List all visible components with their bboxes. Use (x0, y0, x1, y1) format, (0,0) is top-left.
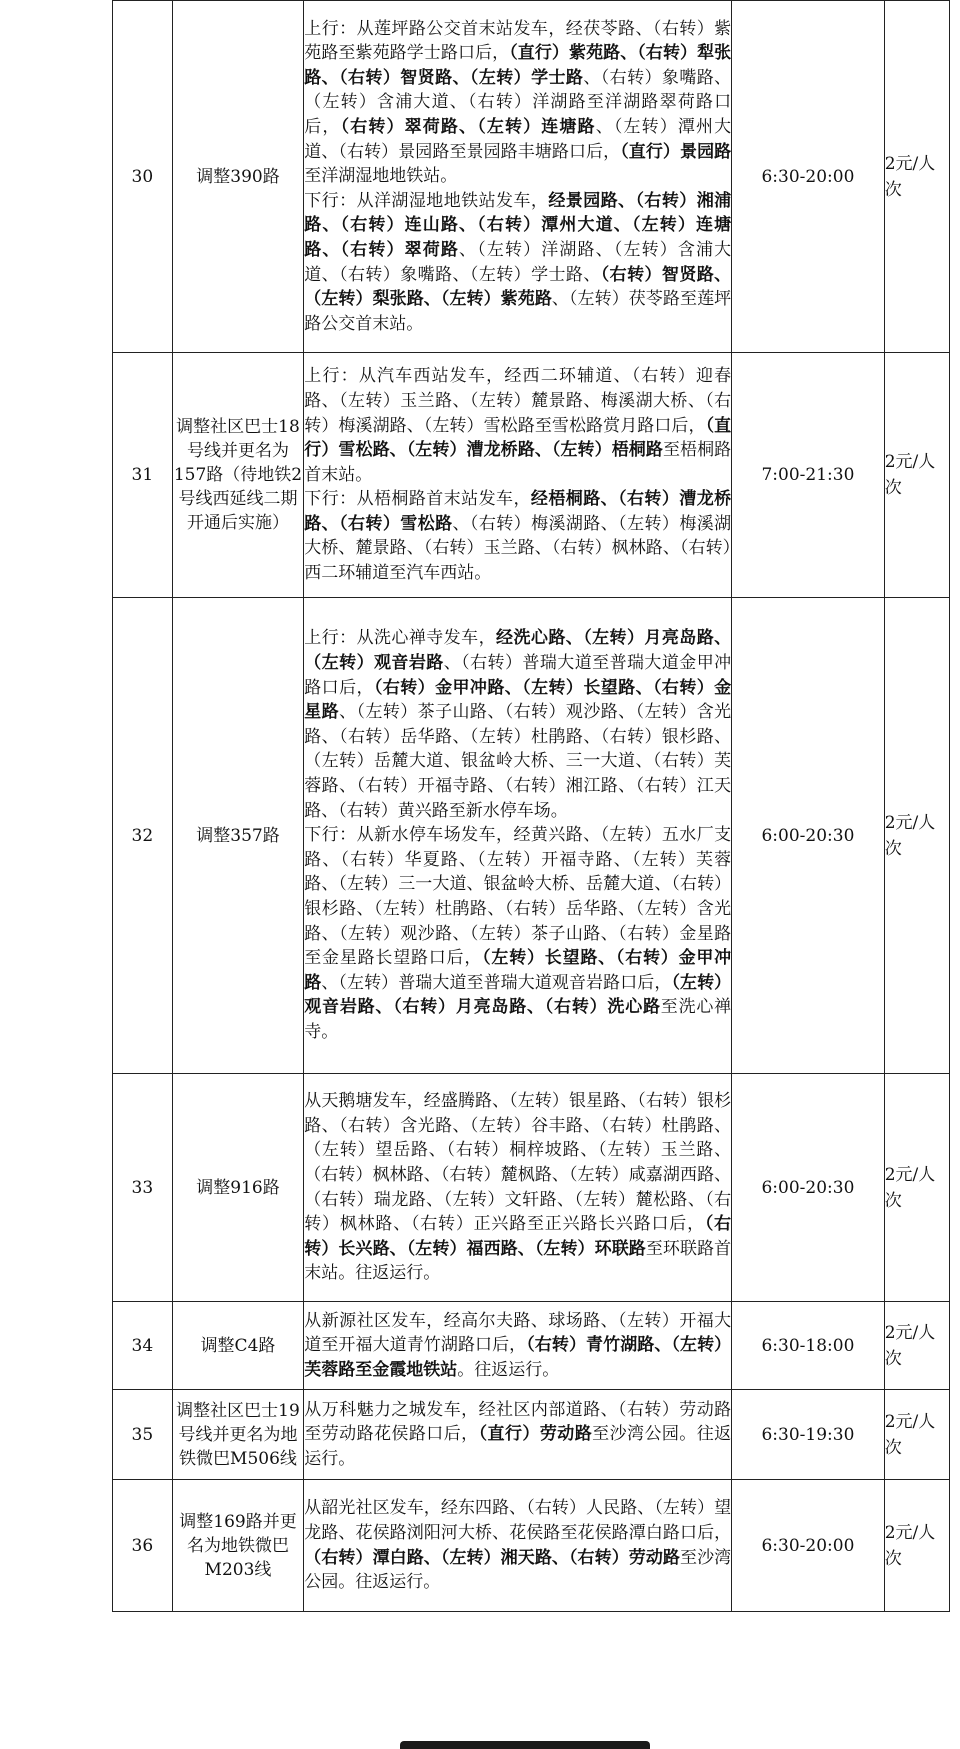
route-description-cell (304, 1480, 732, 1612)
route-number-cell: 30 (113, 1, 173, 353)
route-segment: 下行：从梧桐路首末站发车， (304, 489, 531, 510)
bus-route-adjustment-table (112, 0, 950, 1612)
route-segment: 从韶光社区发车，经东四路、（右转）人民路、（左转）望龙路、花侯路浏阳河大桥、花侯路至花侯路潭白路口后， (304, 1498, 732, 1543)
operating-hours-cell: 6:30-19:30 (732, 1390, 885, 1480)
table-row (113, 598, 950, 1074)
route-segment-bold: （直行）雪松路、（左转）漕龙桥路、（左转）梧桐路 (304, 415, 732, 461)
route-segment: 至梧桐路首末站。 (304, 440, 732, 485)
route-segment: 。往返运行。 (457, 1359, 560, 1380)
operating-hours-cell: 6:30-18:00 (732, 1302, 885, 1390)
route-segment: 至沙湾公园。往返运行。 (304, 1547, 732, 1593)
route-segment: 、（左转）茯苓路至莲坪路公交首末站。 (304, 289, 732, 334)
route-segment-bold: （左转）长望路、（右转）金甲冲路 (304, 948, 732, 993)
fare-cell: 2元/人次 (884, 1074, 949, 1302)
table-row (113, 1480, 950, 1612)
route-segment: 从天鹅塘发车，经盛腾路、（左转）银星路、（右转）银杉路、（右转）含光路、（左转）谷丰路、（右转）杜鹃路、（左转）望岳路、（右转）桐梓坡路、（左转）玉兰路、（右转）枫林路、（右转）麓枫路、（左转）咸嘉湖西路、（右转）瑞龙路、（左转）文轩路、（左转）麓松路、（右转）枫林路、（右转）正兴路至正兴路长兴路口后， (304, 1091, 732, 1235)
adjustment-name-cell: 调整916路 (172, 1074, 304, 1302)
table-row (113, 1074, 950, 1302)
route-segment: 至洗心禅寺。 (304, 997, 732, 1042)
table-row (113, 1390, 950, 1480)
route-segment-bold: （右转）青竹湖路、（左转）芙蓉路至金霞地铁站 (304, 1335, 732, 1380)
route-segment-bold: （右转）金甲冲路、（左转）长望路、（右转）金星路 (304, 677, 732, 723)
operating-hours-cell: 6:00-20:30 (732, 598, 885, 1074)
operating-hours-cell: 6:00-20:30 (732, 1074, 885, 1302)
route-segment-bold: （直行）劳动路 (478, 1424, 593, 1445)
route-description-cell (304, 1390, 732, 1480)
route-segment: 、（左转）洋湖路、（左转）含浦大道、（右转）象嘴路、（左转）学士路、 (304, 239, 732, 285)
route-segment-bold: （右转）长兴路、（左转）福西路、（左转）环联路 (304, 1214, 732, 1259)
route-segment-bold: 经梧桐路、（右转）漕龙桥路、（右转）雪松路 (304, 489, 732, 534)
route-segment: 下行：从新水停车场发车，经黄兴路、（左转）五水厂支路、（右转）华夏路、（左转）开福寺路、（左转）芙蓉路、（左转）三一大道、银盆岭大桥、岳麓大道、（右转）银杉路、（左转）杜鹃路、（右转）岳华路、（左转）含光路、（左转）观沙路、（左转）茶子山路、（右转）金星路至金星路长望路口后， (304, 825, 732, 969)
fare-cell: 2元/人次 (884, 1390, 949, 1480)
table-row (113, 353, 950, 598)
route-number-cell: 34 (113, 1302, 173, 1390)
adjustment-name-cell: 调整社区巴士19号线并更名为地铁微巴M506线 (172, 1390, 304, 1480)
route-segment: 、（右转）象嘴路、（左转）含浦大道、（右转）洋湖路至洋湖路翠荷路口后， (304, 67, 732, 138)
route-segment: 上行：从洗心禅寺发车， (304, 628, 497, 649)
fare-cell: 2元/人次 (884, 598, 949, 1074)
route-segment-bold: （直行）景园路 (620, 141, 732, 162)
route-segment-bold: （右转）潭白路、（左转）湘天路、（右转）劳动路 (304, 1547, 681, 1568)
adjustment-name-cell: 调整C4路 (172, 1302, 304, 1390)
adjustment-name-cell: 调整社区巴士18号线并更名为157路（待地铁2号线西延线二期开通后实施） (172, 353, 304, 598)
route-segment: 从新源社区发车，经高尔夫路、球场路、（左转）开福大道至开福大道青竹湖路口后， (304, 1310, 732, 1356)
fare-cell: 2元/人次 (884, 1302, 949, 1390)
fare-cell: 2元/人次 (884, 1, 949, 353)
route-number-cell: 33 (113, 1074, 173, 1302)
fare-cell: 2元/人次 (884, 1480, 949, 1612)
route-segment: 、（左转）潭州大道、（右转）景园路至景园路丰塘路口后， (304, 117, 732, 162)
route-segment-bold: 经洗心路、（左转）月亮岛路、（左转）观音岩路 (304, 628, 732, 674)
route-segment-bold: （右转）翠荷路、（左转）连塘路 (340, 117, 596, 138)
route-number-cell: 31 (113, 353, 173, 598)
route-segment-bold: 经景园路、（右转）湘浦路、（右转）连山路、（右转）潭州大道、（左转）连塘路、（右转）翠荷路 (304, 190, 732, 260)
table-row (113, 1, 950, 353)
route-segment: 下行：从洋湖湿地地铁站发车， (304, 190, 549, 211)
operating-hours-cell: 7:00-21:30 (732, 353, 885, 598)
route-segment: 、（右转）普瑞大道至普瑞大道金甲冲路口后， (304, 653, 732, 698)
route-number-cell: 32 (113, 598, 173, 1074)
adjustment-name-cell: 调整169路并更名为地铁微巴M203线 (172, 1480, 304, 1612)
route-description-cell (304, 1302, 732, 1390)
adjustment-name-cell: 调整390路 (172, 1, 304, 353)
route-segment-bold: （右转）智贤路、（左转）梨张路、（左转）紫苑路 (304, 264, 732, 310)
fare-cell: 2元/人次 (884, 353, 949, 598)
route-segment: 、（右转）梅溪湖路、（左转）梅溪湖大桥、麓景路、（右转）玉兰路、（右转）枫林路、（右转）西二环辅道至汽车西站。 (304, 513, 732, 584)
route-segment: 上行：从汽车西站发车，经西二环辅道、（右转）迎春路、（左转）玉兰路、（左转）麓景路、梅溪湖大桥、（右转）梅溪湖路、（左转）雪松路至雪松路赏月路口后， (304, 366, 732, 436)
route-segment-bold: （左转）观音岩路、（右转）月亮岛路、（右转）洗心路 (304, 972, 732, 1018)
operating-hours-cell: 6:30-20:00 (732, 1, 885, 353)
table-row (113, 1302, 950, 1390)
route-description-cell (304, 1074, 732, 1302)
home-indicator-bar[interactable] (400, 1741, 650, 1749)
route-segment: 从万科魅力之城发车，经社区内部道路、（右转）劳动路至劳动路花侯路口后， (304, 1399, 732, 1445)
route-description-cell (304, 598, 732, 1074)
route-segment: 上行：从莲坪路公交首末站发车，经茯苓路、（右转）紫苑路至紫苑路学士路口后， (304, 18, 732, 64)
route-segment-bold: （直行）紫苑路、（右转）犁张路、（右转）智贤路、（左转）学士路 (304, 43, 732, 88)
route-segment: 、（左转）普瑞大道至普瑞大道观音岩路口后， (321, 972, 672, 993)
route-segment: 至沙湾公园。往返运行。 (304, 1424, 732, 1469)
table-body (113, 1, 950, 1612)
route-number-cell: 36 (113, 1480, 173, 1612)
route-description-cell (304, 353, 732, 598)
route-segment: 至洋湖湿地地铁站。 (304, 166, 458, 187)
route-description-cell (304, 1, 732, 353)
route-number-cell: 35 (113, 1390, 173, 1480)
route-segment: 、（左转）茶子山路、（右转）观沙路、（左转）含光路、（右转）岳华路、（左转）杜鹃路、（右转）银杉路、（左转）岳麓大道、银盆岭大桥、三一大道、（右转）芙蓉路、（右转）开福寺路、（右转）湘江路、（右转）江天路、（右转）黄兴路至新水停车场。 (304, 702, 732, 821)
operating-hours-cell: 6:30-20:00 (732, 1480, 885, 1612)
adjustment-name-cell: 调整357路 (172, 598, 304, 1074)
route-segment: 至环联路首末站。往返运行。 (304, 1238, 732, 1284)
